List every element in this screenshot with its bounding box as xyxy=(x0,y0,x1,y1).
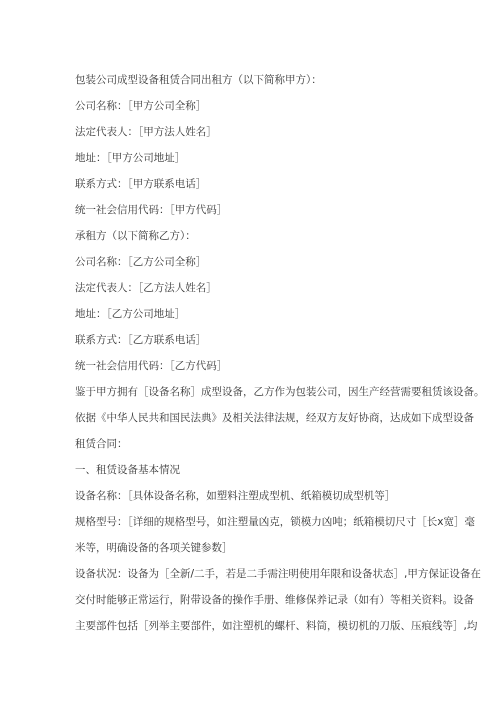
preamble-line-1: 鉴于甲方拥有［设备名称］成型设备，乙方作为包装公司，因生产经营需要租赁该设备。 xyxy=(75,386,485,398)
lessee-contact: 联系方式：［乙方联系电话］ xyxy=(75,334,207,346)
equipment-model-line-1: 规格型号：［详细的规格型号，如注塑量凶克，锁模力凶吨；纸箱模切尺寸［长x宽］毫 xyxy=(75,516,475,528)
lessor-credit-code: 统一社会信用代码：［甲方代码］ xyxy=(75,204,228,216)
equipment-condition-line-2: 交付时能够正常运行，附带设备的操作手册、维修保养记录（如有）等相关资料。设备 xyxy=(75,594,474,606)
preamble-line-3: 租赁合同： xyxy=(75,438,128,450)
contract-text xyxy=(75,67,485,639)
equipment-name: 设备名称：［具体设备名称，如塑料注塑成型机、纸箱模切成型机等］ xyxy=(75,490,396,502)
lessee-credit-code: 统一社会信用代码：［乙方代码］ xyxy=(75,360,228,372)
lessor-heading: 包装公司成型设备租赁合同出租方（以下简称甲方）： xyxy=(75,74,322,86)
equipment-condition-line-3: 主要部件包括［列举主要部件，如注塑机的螺杆、料筒，模切机的刀版、压痕线等］,均 xyxy=(75,620,478,632)
equipment-condition-line-1: 设备状况：设备为［全新/二手，若是二手需注明使用年限和设备状态］,甲方保证设备在 xyxy=(75,568,481,580)
section-heading-1: 一、租赁设备基本情况 xyxy=(75,464,180,476)
lessee-heading: 承租方（以下简称乙方）： xyxy=(75,230,196,242)
lessor-address: 地址：［甲方公司地址］ xyxy=(75,152,186,164)
lessor-contact: 联系方式：［甲方联系电话］ xyxy=(75,178,207,190)
lessee-address: 地址：［乙方公司地址］ xyxy=(75,308,186,320)
preamble-line-2: 依据《中华人民共和国民法典》及相关法律法规，经双方友好协商，达成如下成型设备 xyxy=(75,412,474,424)
equipment-model-line-2: 米等，明确设备的各项关键参数］ xyxy=(75,542,233,554)
lessor-legal-representative: 法定代表人：［甲方法人姓名］ xyxy=(75,126,217,138)
lessee-legal-representative: 法定代表人：［乙方法人姓名］ xyxy=(75,282,217,294)
lessee-company-name: 公司名称：［乙方公司全称］ xyxy=(75,256,207,268)
lessor-company-name: 公司名称：［甲方公司全称］ xyxy=(75,100,207,112)
